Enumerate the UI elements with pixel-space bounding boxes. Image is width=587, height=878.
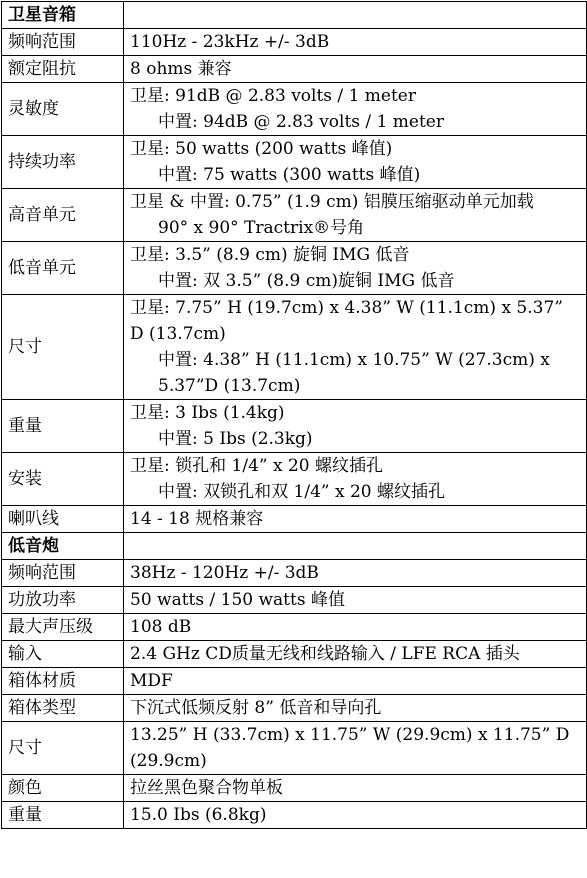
spec-label: 尺寸 [2,722,124,775]
spec-value-line: 下沉式低频反射 8” 低音和导向孔 [130,698,382,718]
spec-value-line: 卫星: 3 Ibs (1.4kg) [130,403,285,423]
spec-value-line: MDF [130,671,173,691]
spec-table-body [2,2,587,829]
spec-value [124,695,587,722]
spec-value-line: 卫星: 锁孔和 1/4” x 20 螺纹插孔 [130,456,384,476]
spec-value-line: 中置: 94dB @ 2.83 volts / 1 meter [158,112,444,132]
spec-row [2,29,587,56]
spec-row [2,453,587,506]
spec-value-line: 卫星: 50 watts (200 watts 峰值) [130,139,393,159]
spec-value [124,295,587,400]
spec-value [124,83,587,136]
spec-value [124,641,587,668]
spec-value-line: 13.25” H (33.7cm) x 11.75” W (29.9cm) x 11.75” D (29.9cm) [130,725,570,771]
spec-label: 持续功率 [2,136,124,189]
spec-row [2,614,587,641]
spec-label: 高音单元 [2,189,124,242]
spec-value-line: 110Hz - 23kHz +/- 3dB [130,32,330,52]
spec-value-line: 中置: 双 3.5” (8.9 cm)旋铜 IMG 低音 [158,271,455,291]
spec-value [124,722,587,775]
section-title: 卫星音箱 [2,2,124,29]
spec-label: 频响范围 [2,560,124,587]
spec-value-line: 8 ohms 兼容 [130,59,232,79]
spec-label: 箱体类型 [2,695,124,722]
spec-row [2,587,587,614]
spec-value [124,400,587,453]
spec-value-line: 中置: 5 Ibs (2.3kg) [158,429,313,449]
spec-value-line: 15.0 Ibs (6.8kg) [130,805,267,825]
spec-value-line: 中置: 4.38” H (11.1cm) x 10.75” W (27.3cm) x 5.37”D (13.7cm) [158,350,550,396]
spec-row [2,83,587,136]
spec-value-line: 50 watts / 150 watts 峰值 [130,590,345,610]
spec-label: 尺寸 [2,295,124,400]
spec-value [124,668,587,695]
spec-row [2,695,587,722]
spec-row [2,295,587,400]
spec-value-line: 2.4 GHz CD质量无线和线路输入 / LFE RCA 插头 [130,644,520,664]
spec-label: 颜色 [2,775,124,802]
spec-row [2,506,587,533]
section-header-row [2,533,587,560]
spec-value [124,802,587,829]
spec-row [2,722,587,775]
spec-row [2,802,587,829]
spec-value-line: 108 dB [130,617,192,637]
spec-label: 频响范围 [2,29,124,56]
spec-value [124,242,587,295]
spec-row [2,56,587,83]
section-header-row [2,2,587,29]
spec-value [124,775,587,802]
spec-row [2,136,587,189]
spec-value-line: 拉丝黑色聚合物单板 [130,778,283,798]
spec-value-line: 中置: 双锁孔和双 1/4” x 20 螺纹插孔 [158,482,446,502]
spec-label: 重量 [2,802,124,829]
spec-label: 最大声压级 [2,614,124,641]
spec-value [124,614,587,641]
spec-label: 灵敏度 [2,83,124,136]
section-title: 低音炮 [2,533,124,560]
spec-value [124,506,587,533]
spec-label: 功放功率 [2,587,124,614]
spec-label: 重量 [2,400,124,453]
spec-value [124,136,587,189]
spec-value [124,587,587,614]
spec-row [2,400,587,453]
spec-value-line: 卫星: 3.5” (8.9 cm) 旋铜 IMG 低音 [130,245,410,265]
spec-value-line: 38Hz - 120Hz +/- 3dB [130,563,319,583]
spec-row [2,242,587,295]
spec-label: 喇叭线 [2,506,124,533]
spec-row [2,641,587,668]
spec-value-line: 卫星: 7.75” H (19.7cm) x 4.38” W (11.1cm) x 5.37” D (13.7cm) [130,298,563,344]
spec-value-line: 中置: 75 watts (300 watts 峰值) [158,165,421,185]
spec-label: 低音单元 [2,242,124,295]
spec-label: 箱体材质 [2,668,124,695]
spec-value-line: 卫星: 91dB @ 2.83 volts / 1 meter [130,86,416,106]
section-empty-cell [124,2,587,29]
spec-table [1,1,587,829]
spec-value [124,189,587,242]
spec-value-line: 14 - 18 规格兼容 [130,509,264,529]
spec-label: 安装 [2,453,124,506]
spec-value [124,453,587,506]
spec-value [124,29,587,56]
spec-value [124,560,587,587]
spec-row [2,560,587,587]
spec-row [2,775,587,802]
section-empty-cell [124,533,587,560]
spec-row [2,668,587,695]
spec-value [124,56,587,83]
spec-label: 输入 [2,641,124,668]
spec-label: 额定阻抗 [2,56,124,83]
spec-row [2,189,587,242]
spec-value-line: 90° x 90° Tractrix®号角 [158,218,365,238]
spec-value-line: 卫星 & 中置: 0.75” (1.9 cm) 铝膜压缩驱动单元加载 [130,192,534,212]
